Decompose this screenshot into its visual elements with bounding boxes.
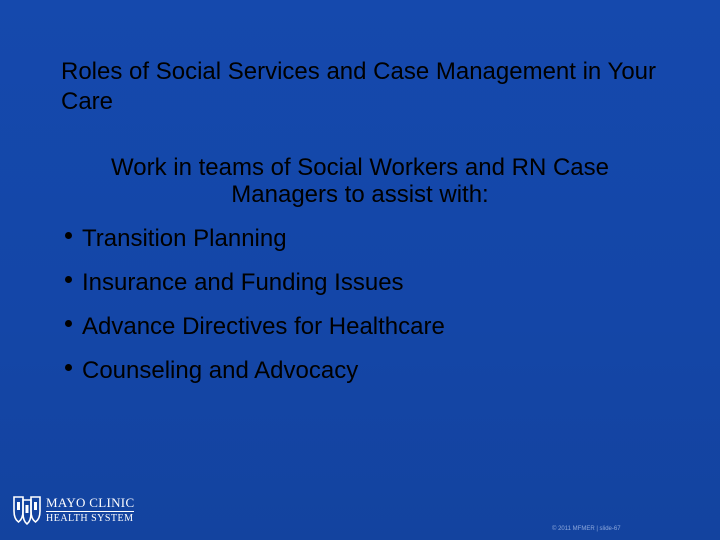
bullet-text: Counseling and Advocacy [82,357,359,384]
bullet-dot-icon [65,320,72,327]
bullet-text: Insurance and Funding Issues [82,269,404,296]
logo-line-2: HEALTH SYSTEM [46,513,134,524]
mayo-shields-icon [12,494,42,526]
slide-footer: © 2011 MFMER | slide-67 [552,526,621,532]
bullet-item [65,268,445,312]
slide-intro: Work in teams of Social Workers and RN Case Managers to assist with: [111,154,609,208]
slide-title: Roles of Social Services and Case Management in Your Care [61,58,657,115]
bullet-dot-icon [65,364,72,371]
bullet-text: Transition Planning [82,225,287,252]
bullet-list [65,224,445,400]
bullet-item [65,224,445,268]
mayo-clinic-logo [12,494,134,526]
bullet-text: Advance Directives for Healthcare [82,313,445,340]
bullet-item [65,312,445,356]
logo-text [46,496,134,524]
bullet-item [65,356,445,400]
bullet-dot-icon [65,276,72,283]
bullet-dot-icon [65,232,72,239]
logo-line-1: MAYO CLINIC [46,495,135,510]
